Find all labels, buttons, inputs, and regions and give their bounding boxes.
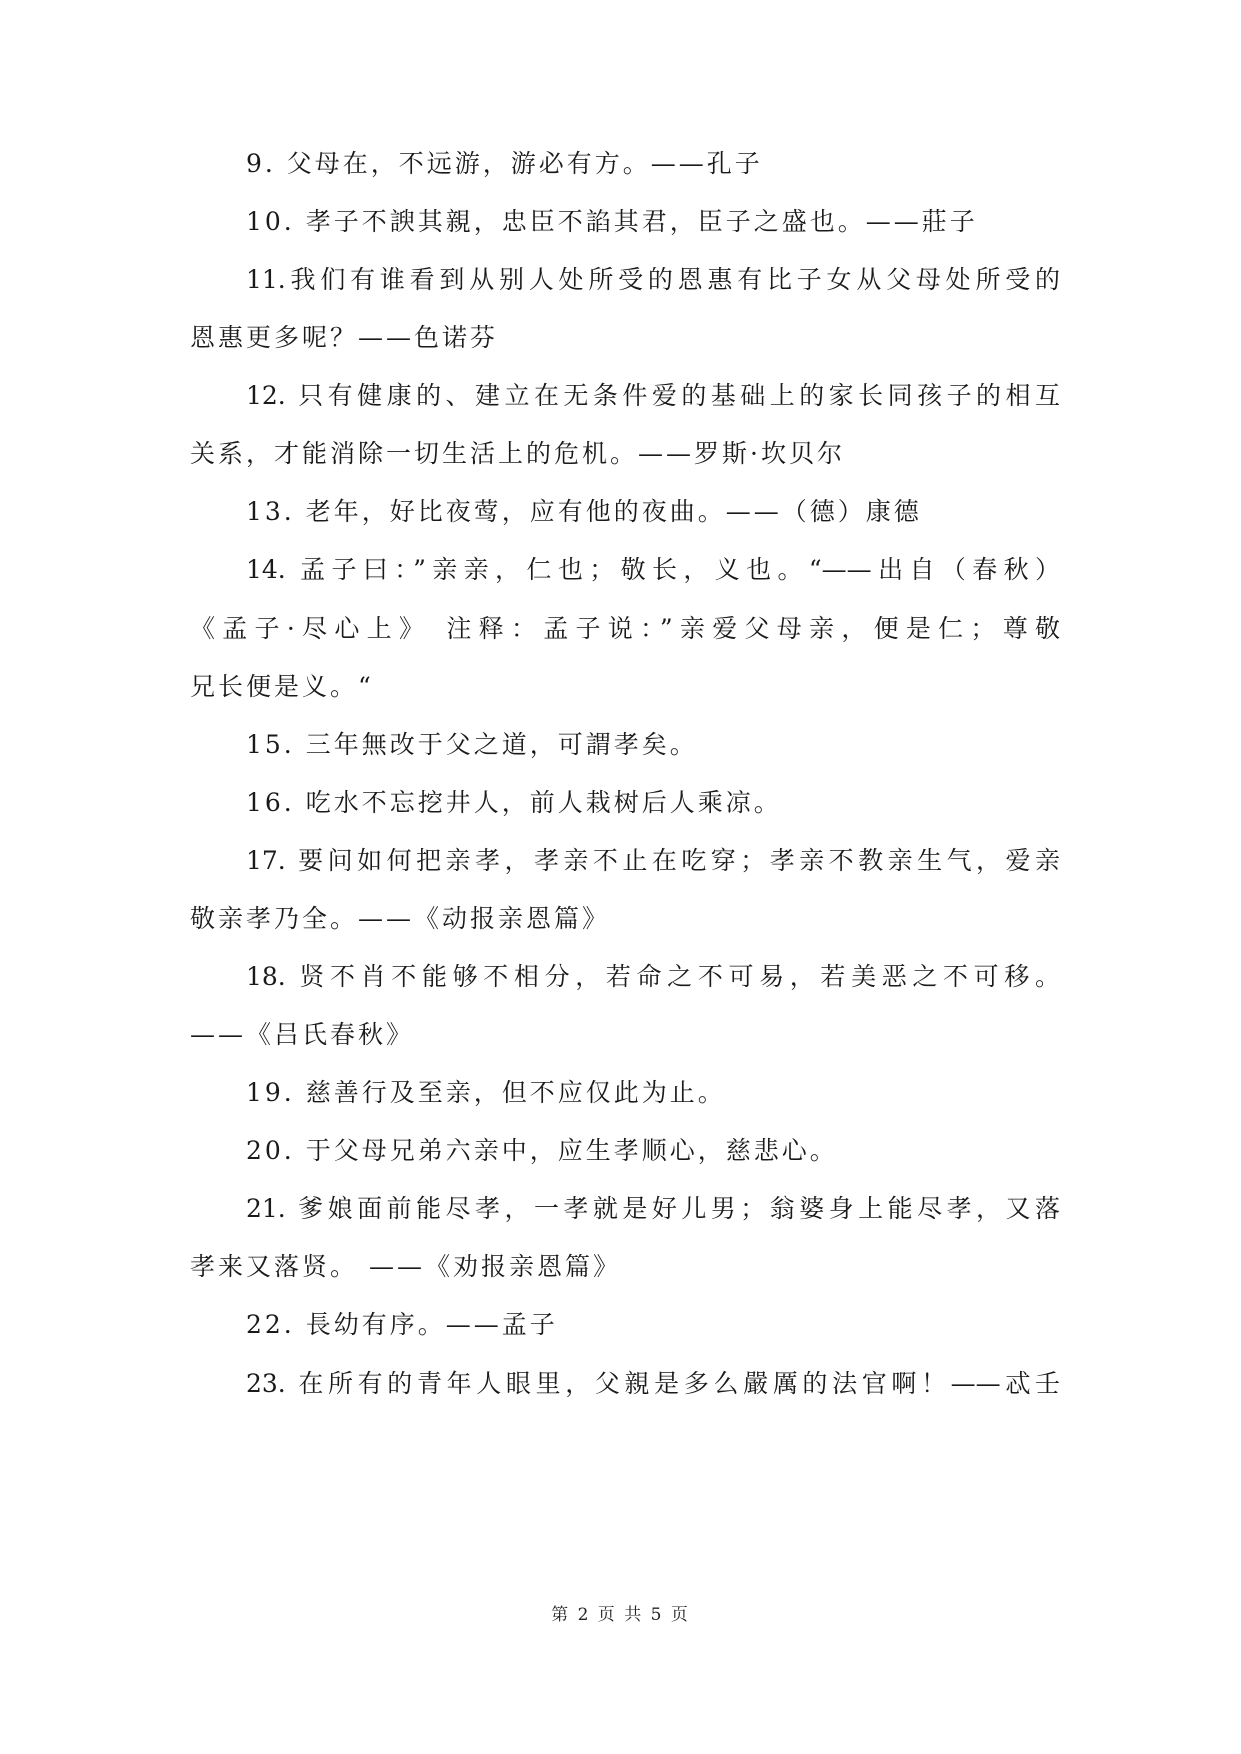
quote-14-line-2: 《孟子·尽心上》 注释：孟子说：”亲爱父母亲，便是仁；尊敬: [190, 614, 1060, 643]
quote-17-line-2: 敬亲孝乃全。——《动报亲恩篇》: [190, 904, 611, 933]
quote-14-line-3: 兄长便是义。“: [190, 672, 374, 701]
quote-22: 22. 長幼有序。——孟子: [246, 1310, 558, 1339]
quote-23: 23. 在所有的青年人眼里，父親是多么嚴厲的法官啊！——忒壬: [246, 1369, 1060, 1398]
quote-11-line-1: 11.我们有谁看到从别人处所受的恩惠有比子女从父母处所受的: [246, 265, 1060, 294]
quote-15: 15. 三年無改于父之道，可謂孝矣。: [246, 730, 698, 759]
quote-20: 20. 于父母兄弟六亲中，应生孝顺心，慈悲心。: [246, 1136, 838, 1165]
quote-9: 9. 父母在，不远游，游必有方。——孔子: [246, 149, 763, 178]
quote-16: 16. 吃水不忘挖井人，前人栽树后人乘凉。: [246, 788, 782, 817]
quote-14-line-1: 14. 孟子曰：”亲亲，仁也；敬长，义也。“——出自（春秋）: [246, 555, 1060, 584]
quote-18-line-1: 18. 贤不肖不能够不相分，若命之不可易，若美恶之不可移。: [246, 962, 1060, 991]
page-number-footer: 第 2 页 共 5 页: [551, 1605, 690, 1625]
quote-11-line-2: 恩惠更多呢？——色诺芬: [190, 323, 499, 352]
quote-19: 19. 慈善行及至亲，但不应仅此为止。: [246, 1078, 726, 1107]
quote-13: 13. 老年，好比夜莺，应有他的夜曲。——（德）康德: [246, 497, 922, 526]
quote-18-line-2: ——《吕氏春秋》: [190, 1020, 415, 1049]
quote-12-line-1: 12. 只有健康的、建立在无条件爱的基础上的家长同孩子的相互: [246, 381, 1060, 410]
quote-17-line-1: 17. 要问如何把亲孝，孝亲不止在吃穿；孝亲不教亲生气，爱亲: [246, 846, 1060, 875]
quote-21-line-1: 21. 爹娘面前能尽孝，一孝就是好儿男；翁婆身上能尽孝，又落: [246, 1194, 1060, 1223]
quote-10: 10. 孝子不諛其親，忠臣不諂其君，臣子之盛也。——莊子: [246, 207, 978, 236]
quote-21-line-2: 孝来又落贤。 ——《劝报亲恩篇》: [190, 1252, 621, 1281]
quote-12-line-2: 关系，才能消除一切生活上的危机。——罗斯·坎贝尔: [190, 439, 845, 468]
